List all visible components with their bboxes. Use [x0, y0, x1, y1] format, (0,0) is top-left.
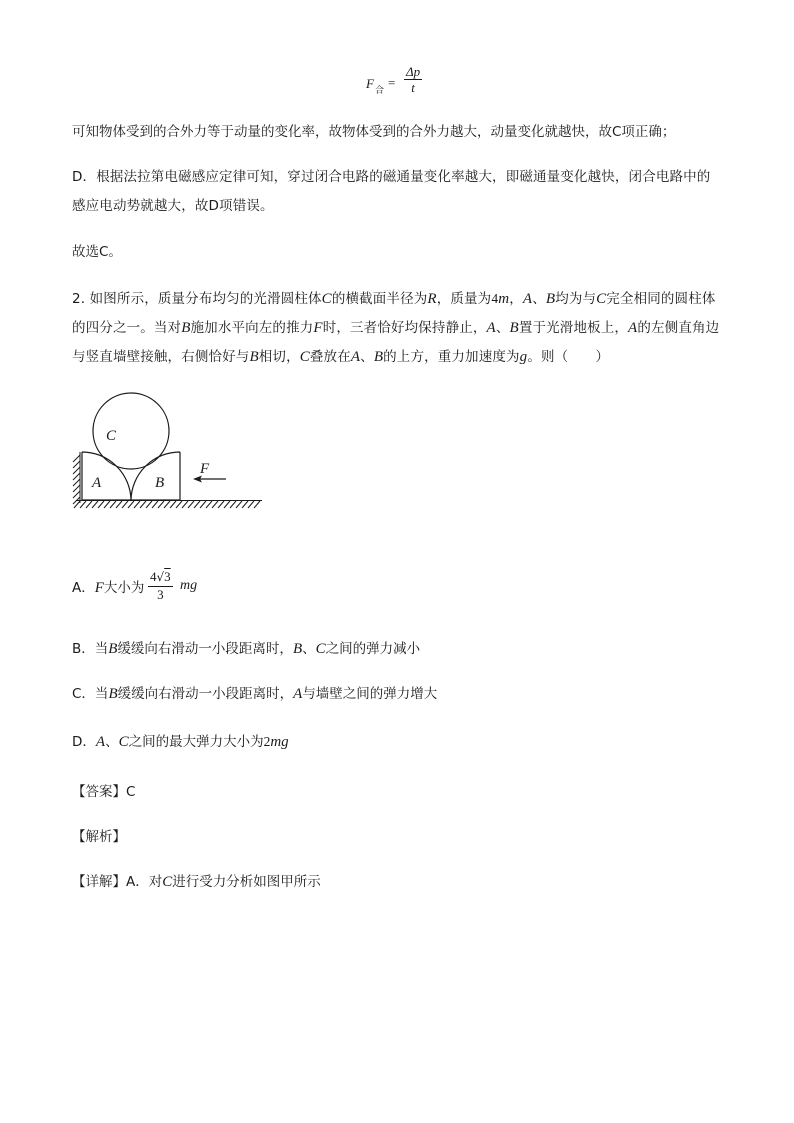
detail-label: 【详解】	[72, 874, 126, 890]
option-d-var: A	[95, 734, 106, 750]
option-c-text: 与墙壁之间的弹力增大	[302, 686, 438, 702]
q-text: 相切，	[258, 349, 300, 365]
q-text: 置于光滑地板上，	[518, 320, 629, 336]
label-a: A	[92, 475, 102, 491]
q-var: g	[519, 349, 528, 365]
q-text: 完全相同的圆柱体的四分之一。当对	[72, 291, 716, 336]
paragraph-option-d: D．根据法拉第电磁感应定律可知，穿过闭合电路的磁通量变化率越大，即磁通量变化越快，闭合电路中的感应电动势就越大，故D项错误。	[72, 169, 711, 214]
option-d-unit: mg	[270, 734, 289, 750]
q-var: A	[486, 320, 496, 336]
option-a	[72, 578, 144, 598]
q-var: B	[249, 349, 259, 365]
label-c: C	[106, 428, 117, 444]
detail-var: C	[162, 874, 173, 890]
q-number: 4	[491, 291, 499, 306]
q-text: 的左侧直角边与竖直墙壁接触，右侧恰好与	[72, 320, 720, 365]
option-d-text: 、	[105, 734, 119, 750]
formula-fraction	[404, 64, 422, 95]
option-a-numerator	[148, 568, 173, 587]
option-a-value	[146, 568, 216, 606]
option-a-var: F	[94, 580, 104, 596]
formula-subscript: 合	[375, 86, 385, 96]
option-b-text: 缓缓向右滑动一小段距离时，	[117, 641, 293, 657]
quarter-cylinder-a	[82, 452, 131, 500]
q-var: C	[321, 291, 332, 307]
sqrt-icon: √	[156, 570, 165, 584]
q-var: B	[509, 320, 519, 336]
formula-numerator: Δp	[406, 64, 421, 79]
answer-line	[72, 782, 135, 802]
option-c-text: 缓缓向右滑动一小段距离时，	[117, 686, 294, 702]
option-b-prefix: B．当	[72, 641, 109, 657]
wall-hatching	[73, 452, 80, 504]
choice-statement: 故选C。	[72, 244, 122, 260]
option-d-text: 之间的最大弹力大小为	[128, 734, 264, 750]
q-var: B	[373, 349, 384, 365]
physics-figure	[70, 385, 270, 515]
answer-label: 【答案】	[72, 784, 126, 800]
option-a-denominator: 3	[157, 587, 164, 602]
label-f: F	[200, 461, 210, 477]
q-var: A	[350, 349, 361, 365]
q-text: 均为与	[555, 291, 597, 307]
option-a-prefix: A．	[72, 580, 95, 596]
option-d	[72, 732, 289, 752]
option-c-prefix: C．当	[72, 686, 109, 702]
option-b-var: C	[315, 641, 326, 657]
option-b-var: B	[108, 641, 118, 657]
option-c-var: B	[108, 686, 118, 702]
formula-denominator: t	[411, 80, 415, 95]
q-var: A	[522, 291, 533, 307]
option-b-var: B	[292, 641, 303, 657]
formula-equals: =	[388, 75, 396, 90]
q-text: 。则（ ）	[527, 349, 610, 365]
q-text: 2. 如图所示，质量分布均匀的光滑圆柱体	[72, 291, 322, 307]
option-c-var: A	[293, 686, 303, 702]
option-b-text: 之间的弹力减小	[325, 641, 421, 657]
option-d-number: 2	[263, 734, 271, 749]
detail-text: A．对	[126, 874, 163, 890]
q-text: 、	[532, 291, 546, 307]
q-text: ，质量为	[436, 291, 492, 307]
q-text: 的横截面半径为	[331, 291, 428, 307]
option-a-fraction	[148, 568, 173, 602]
q-text: ，	[509, 291, 523, 307]
q-var: m	[498, 291, 510, 307]
label-b: B	[155, 475, 165, 491]
q-text: 、	[360, 349, 374, 365]
radicand: 3	[164, 569, 171, 584]
option-a-text: 大小为	[103, 580, 145, 596]
detail-tail: 进行受力分析如图甲所示	[172, 874, 321, 890]
q-text: 的上方，重力加速度为	[383, 349, 520, 365]
momentum-formula	[366, 64, 446, 104]
q-text: 施加水平向左的推力	[190, 320, 314, 336]
paragraph-conclusion: 可知物体受到的合外力等于动量的变化率，故物体受到的合外力越大，动量变化就越快，故C项正确；	[72, 124, 676, 140]
q-text: 叠放在	[309, 349, 351, 365]
answer-value: C	[126, 784, 136, 800]
q-var: R	[427, 291, 437, 307]
option-a-unit: mg	[180, 578, 198, 593]
q-var: A	[628, 320, 638, 336]
floor-hatching	[74, 501, 262, 509]
coef: 4	[150, 569, 157, 584]
question-2-stem	[72, 284, 724, 372]
option-b-text: 、	[302, 641, 316, 657]
formula-lhs: F	[366, 76, 374, 91]
option-d-var: C	[118, 734, 129, 750]
detail-line	[72, 872, 321, 892]
q-var: C	[596, 291, 607, 307]
cylinder-c	[93, 393, 169, 469]
q-var: F	[313, 320, 323, 336]
q-var: B	[181, 320, 191, 336]
option-c	[72, 684, 437, 704]
option-d-prefix: D．	[72, 734, 96, 750]
q-text: 、	[495, 320, 510, 336]
q-var: C	[299, 349, 310, 365]
q-text: 时，三者恰好均保持静止，	[322, 320, 487, 336]
q-var: B	[545, 291, 556, 307]
analysis-label: 【解析】	[72, 829, 126, 845]
option-b	[72, 639, 420, 659]
